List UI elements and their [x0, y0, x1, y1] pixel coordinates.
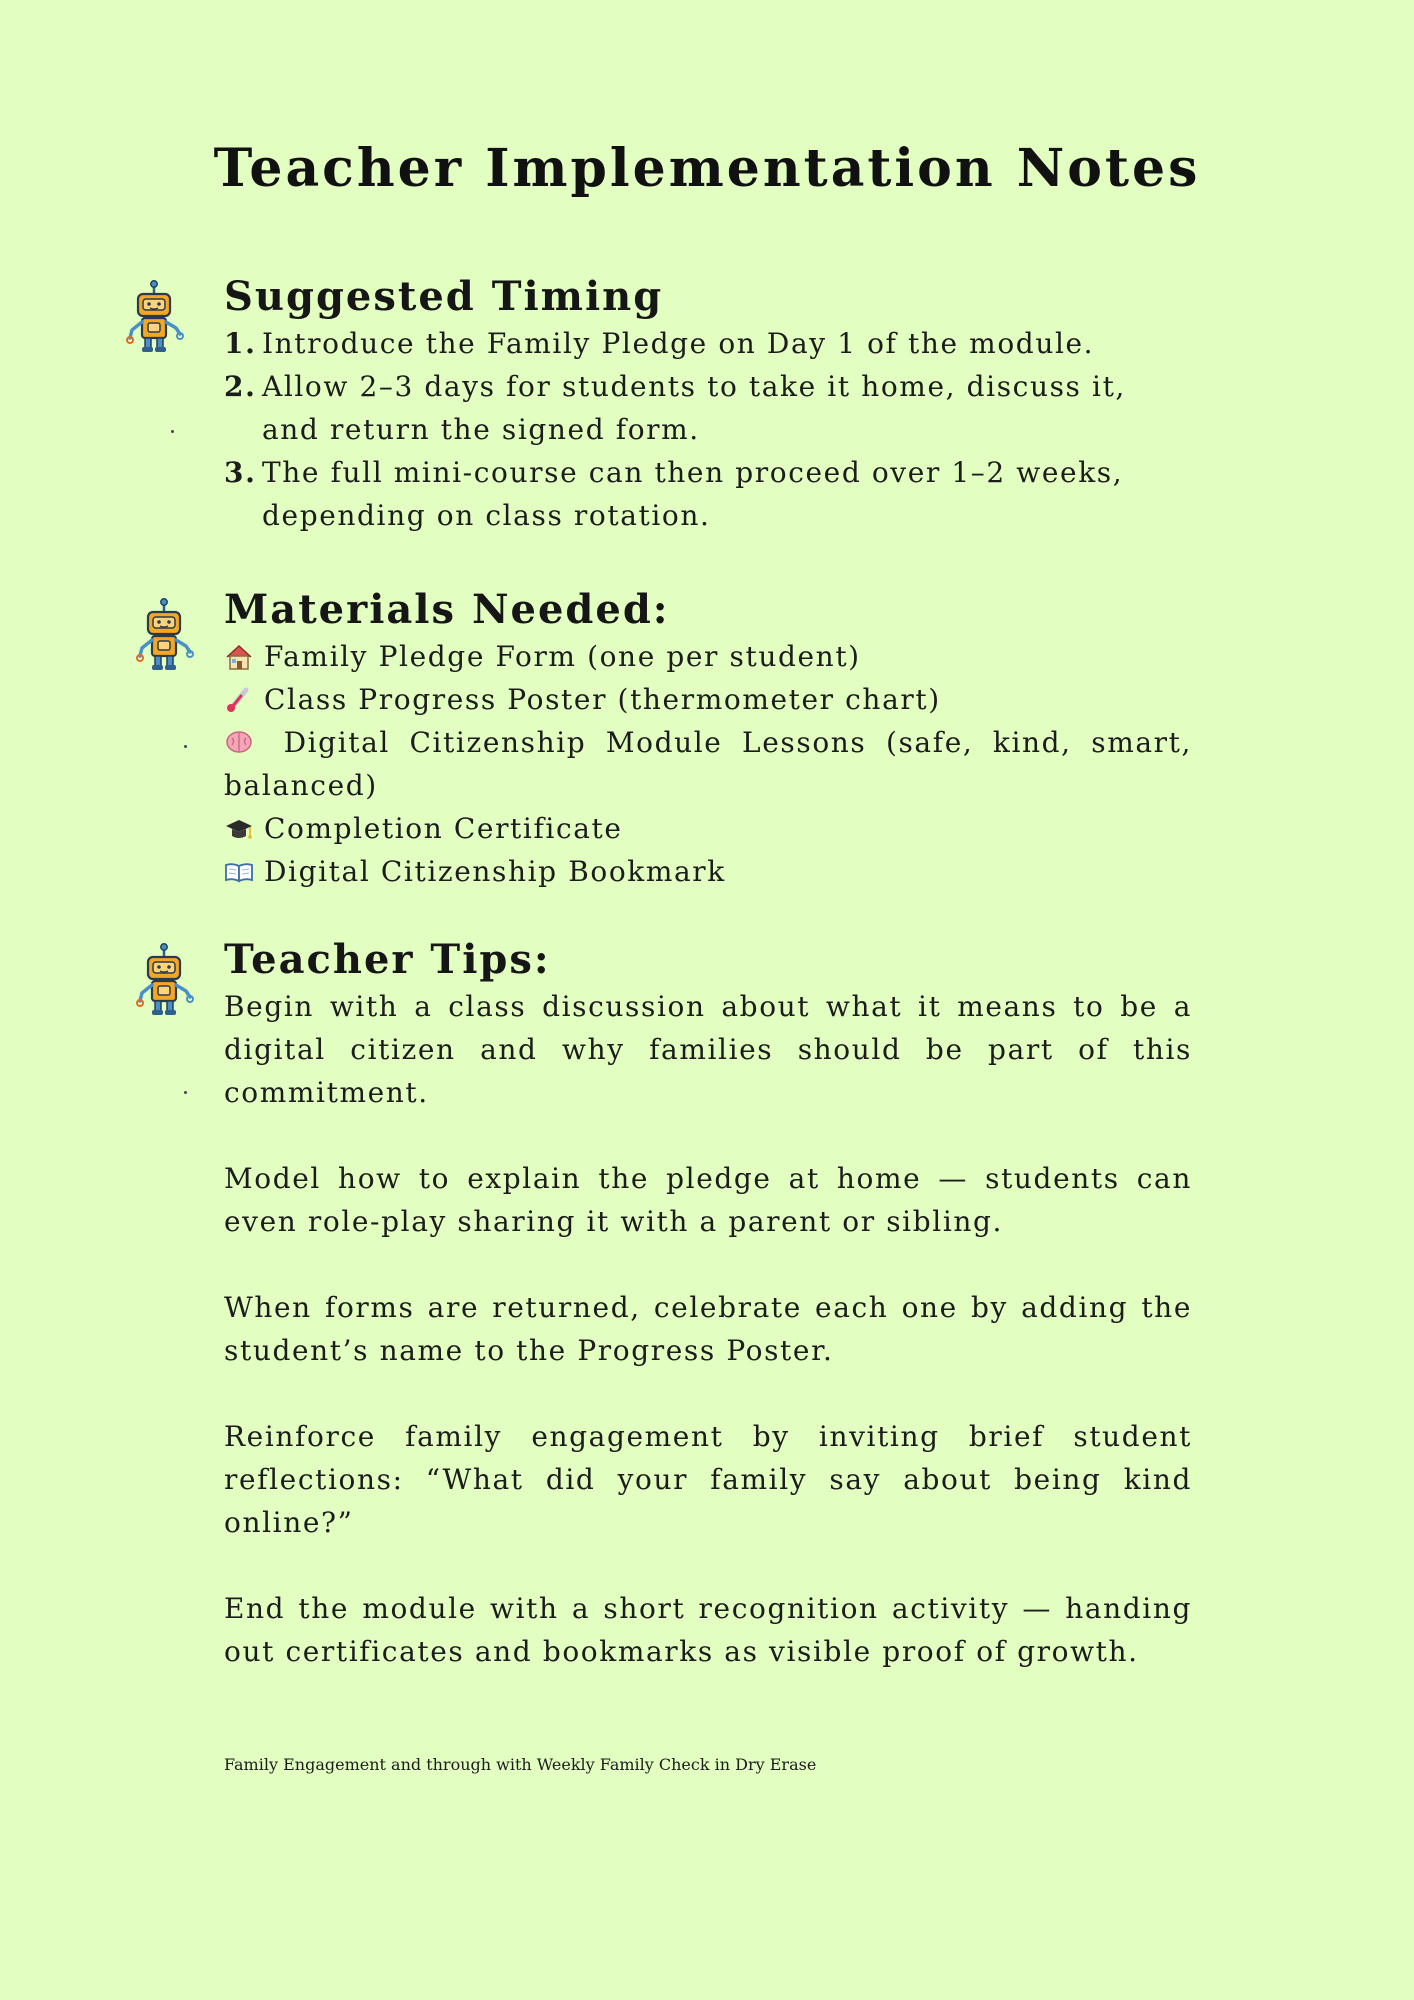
- material-text: Digital Citizenship Bookmark: [264, 855, 726, 888]
- step-number: 1.: [224, 327, 257, 360]
- robot-icon: [132, 943, 196, 1019]
- page-title: Teacher Implementation Notes: [213, 138, 1201, 199]
- tips-heading: Teacher Tips:: [224, 936, 551, 983]
- decorative-dot: [171, 430, 174, 433]
- material-text: Family Pledge Form (one per student): [264, 640, 861, 673]
- decorative-dot: [184, 1091, 187, 1094]
- step-text: Allow 2–3 days for students to take it home, discuss it, and return the signed form.: [262, 370, 1126, 446]
- tips-section: [224, 935, 1192, 1716]
- tip-paragraph: When forms are returned, celebrate each one by adding the student’s name to the Progress Poster.: [224, 1291, 1192, 1367]
- materials-section: [224, 585, 1192, 893]
- material-text: Class Progress Poster (thermometer chart): [264, 683, 941, 716]
- house-icon: [224, 643, 254, 671]
- tip-paragraph: End the module with a short recognition activity — handing out certificates and bookmarks as visible proof of growth.: [224, 1592, 1192, 1668]
- step-text: Introduce the Family Pledge on Day 1 of the module.: [262, 327, 1095, 360]
- tips-body: [224, 985, 1192, 1673]
- list-item: [224, 678, 1192, 721]
- material-text: Completion Certificate: [264, 812, 623, 845]
- list-item: [224, 721, 1192, 807]
- list-item: [224, 635, 1192, 678]
- material-text: Digital Citizenship Module Lessons (safe, kind, smart, balanced): [224, 726, 1192, 802]
- step-number: 2.: [224, 370, 257, 403]
- materials-list: [224, 635, 1192, 893]
- open-book-icon: [224, 858, 254, 886]
- timing-step: [224, 322, 1192, 365]
- timing-step: [224, 365, 1192, 451]
- tip-paragraph: Reinforce family engagement by inviting brief student reflections: “What did your family say about being kind online?”: [224, 1420, 1192, 1539]
- robot-icon: [132, 598, 196, 674]
- step-text: The full mini-course can then proceed over 1–2 weeks, depending on class rotation.: [262, 456, 1124, 532]
- tip-paragraph: Begin with a class discussion about what it means to be a digital citizen and why families should be part of this commitment.: [224, 990, 1192, 1109]
- thermometer-icon: [224, 686, 254, 714]
- graduation-cap-icon: [224, 815, 254, 843]
- timing-heading: Suggested Timing: [224, 273, 664, 320]
- decorative-dot: [184, 745, 187, 748]
- footer-note: Family Engagement and through with Weekly Family Check in Dry Erase: [224, 1755, 817, 1774]
- timing-steps: [224, 322, 1192, 537]
- timing-step: [224, 451, 1192, 537]
- list-item: [224, 850, 1192, 893]
- list-item: [224, 807, 1192, 850]
- brain-icon: [224, 728, 254, 756]
- timing-section: [224, 272, 1192, 537]
- robot-icon: [122, 280, 186, 356]
- tip-paragraph: Model how to explain the pledge at home — students can even role-play sharing it with a parent or sibling.: [224, 1162, 1192, 1238]
- materials-heading: Materials Needed:: [224, 586, 670, 633]
- step-number: 3.: [224, 456, 257, 489]
